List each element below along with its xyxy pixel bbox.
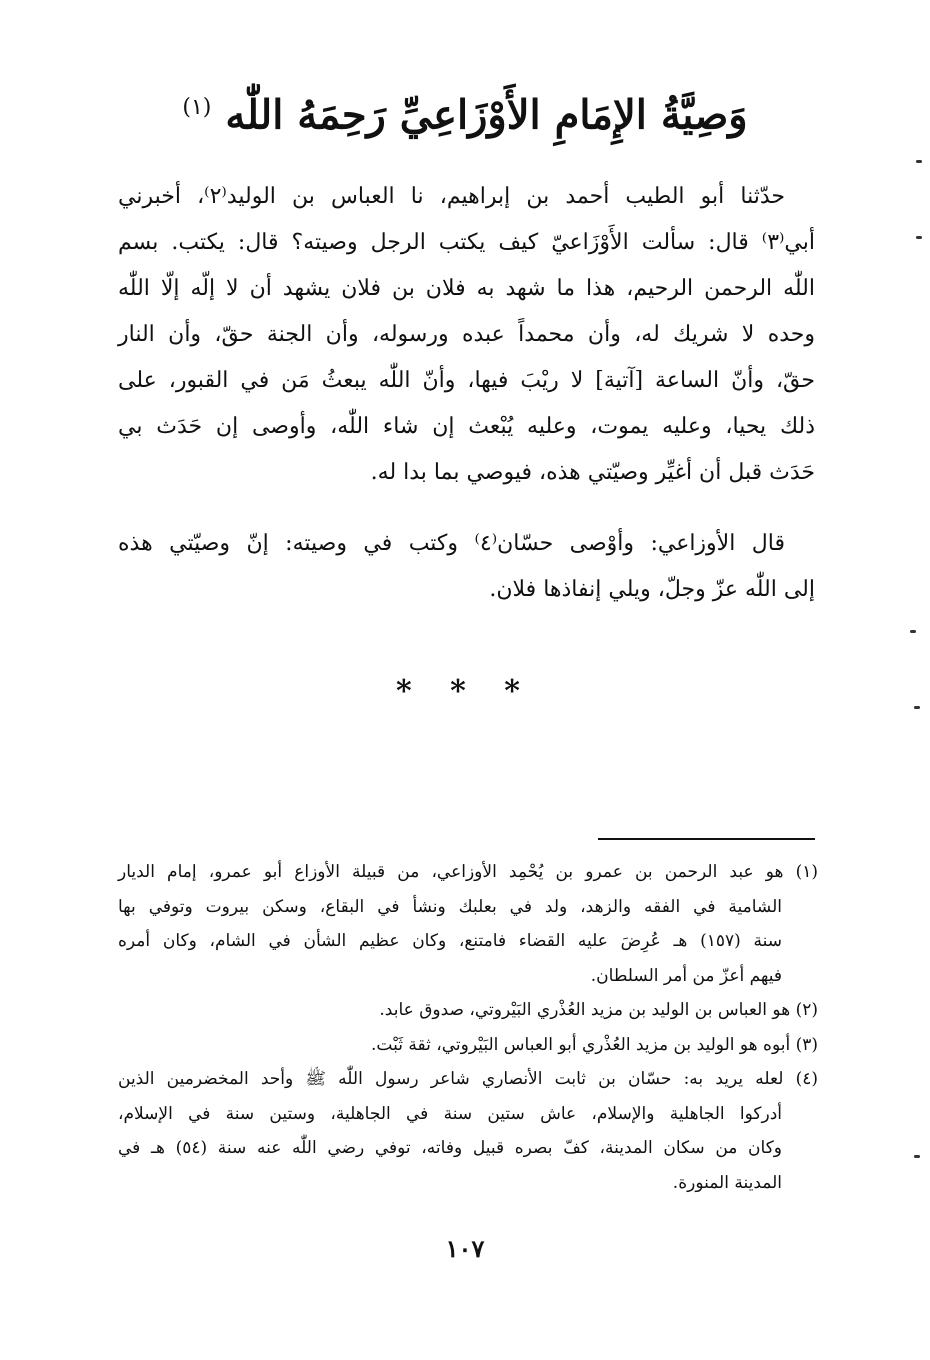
footnote-line: أدركوا الجاهلية والإسلام، عاش ستين سنة في الجاهلية، وستين سنة في الإسلام، (118, 1103, 782, 1124)
margin-mark (910, 630, 916, 633)
margin-mark (916, 236, 922, 239)
paragraph-line: إلى اللّٰه عزّ وجلّ، ويلي إنفاذها فلان. (489, 577, 815, 602)
page-number: ١٠٧ (445, 1234, 485, 1263)
paragraph-line: حدّثنا أبو الطيب أحمد بن إبراهيم، نا العباس بن الوليد⁽٢⁾، أخبرني (118, 184, 785, 209)
footnote-line: الشامية في الفقه والزهد، ولد في بعلبك ونشأ في البقاع، وسكن بيروت وتوفي بها (118, 896, 782, 917)
footnote-line: وكان من سكان المدينة، كفّ بصره قبيل وفاته، توفي رضي اللّٰه عنه سنة (٥٤) هـ في (118, 1138, 783, 1158)
narration-paragraph (118, 174, 815, 496)
hassan-paragraph (118, 521, 815, 613)
footnote-4 (118, 1062, 818, 1200)
margin-mark (914, 1155, 920, 1158)
page-title (120, 78, 810, 145)
footnote-2 (118, 993, 818, 1028)
title-footnote-marker: (١) (182, 95, 212, 120)
footnote-line: المدينة المنورة. (672, 1172, 782, 1193)
footnote-rule (598, 838, 815, 840)
footnote-line: سنة (١٥٧) هـ عُرِضَ عليه القضاء فامتنع، وكان عظيم الشأن في الشام، وكان أمره (118, 931, 782, 951)
paragraph-line: وحده لا شريك له، وأن محمداً عبده ورسوله، وأن الجنة حقّ، وأن النار (118, 322, 815, 347)
footnote-3 (118, 1028, 818, 1063)
footnote-line: فيهم أعزّ من أمر السلطان. (590, 965, 782, 986)
margin-mark (914, 706, 920, 709)
title-text: وَصِيَّةُ الإِمَامِ الأَوْزَاعِيِّ رَحِمَهُ اللّٰه (225, 91, 748, 139)
paragraph-line: أبي⁽٣⁾ قال: سألت الأَوْزَاعيّ كيف يكتب الرجل وصيته؟ قال: يكتب. بسم (118, 230, 815, 255)
footnote-line: (٣) أبوه هو الوليد بن مزيد العُذْري أبو العباس البَيْروتي، ثقة ثَبْت. (371, 1034, 818, 1055)
footnote-line: (٤) لعله يريد به: حسّان بن ثابت الأنصاري شاعر رسول اللّٰه ﷺ وأحد المخضرمين الذين (118, 1069, 818, 1089)
footnote-line: (٢) هو العباس بن الوليد بن مزيد العُذْري البَيْروتي، صدوق عابد. (379, 1000, 818, 1020)
margin-mark (916, 160, 922, 163)
paragraph-line: حقّ، وأنّ الساعة [آتية] لا ريْبَ فيها، وأنّ اللّٰه يبعثُ مَن في القبور، على (118, 368, 815, 393)
footnote-1 (118, 855, 818, 993)
paragraph-line: ذلك يحيا، وعليه يموت، وعليه يُبْعث إن شاء اللّٰه، وأوصى إن حَدَث بي (118, 414, 815, 439)
section-separator: * * * (396, 674, 534, 709)
footnote-line: (١) هو عبد الرحمن بن عمرو بن يُحْمِد الأوزاعي، من قبيلة الأوزاع أبو عمرو، إمام الديار (118, 862, 818, 882)
paragraph-line: اللّٰه الرحمن الرحيم، هذا ما شهد به فلان بن فلان يشهد أن لا إلّه إلّا اللّٰه (118, 276, 815, 301)
paragraph-line: حَدَث قبل أن أغيِّر وصيّتي هذه، فيوصي بما بدا له. (370, 460, 815, 485)
footnotes (118, 855, 818, 1200)
paragraph-line: قال الأوزاعي: وأوْصى حسّان⁽٤⁾ وكتب في وصيته: إنّ وصيّتي هذه (118, 531, 785, 556)
